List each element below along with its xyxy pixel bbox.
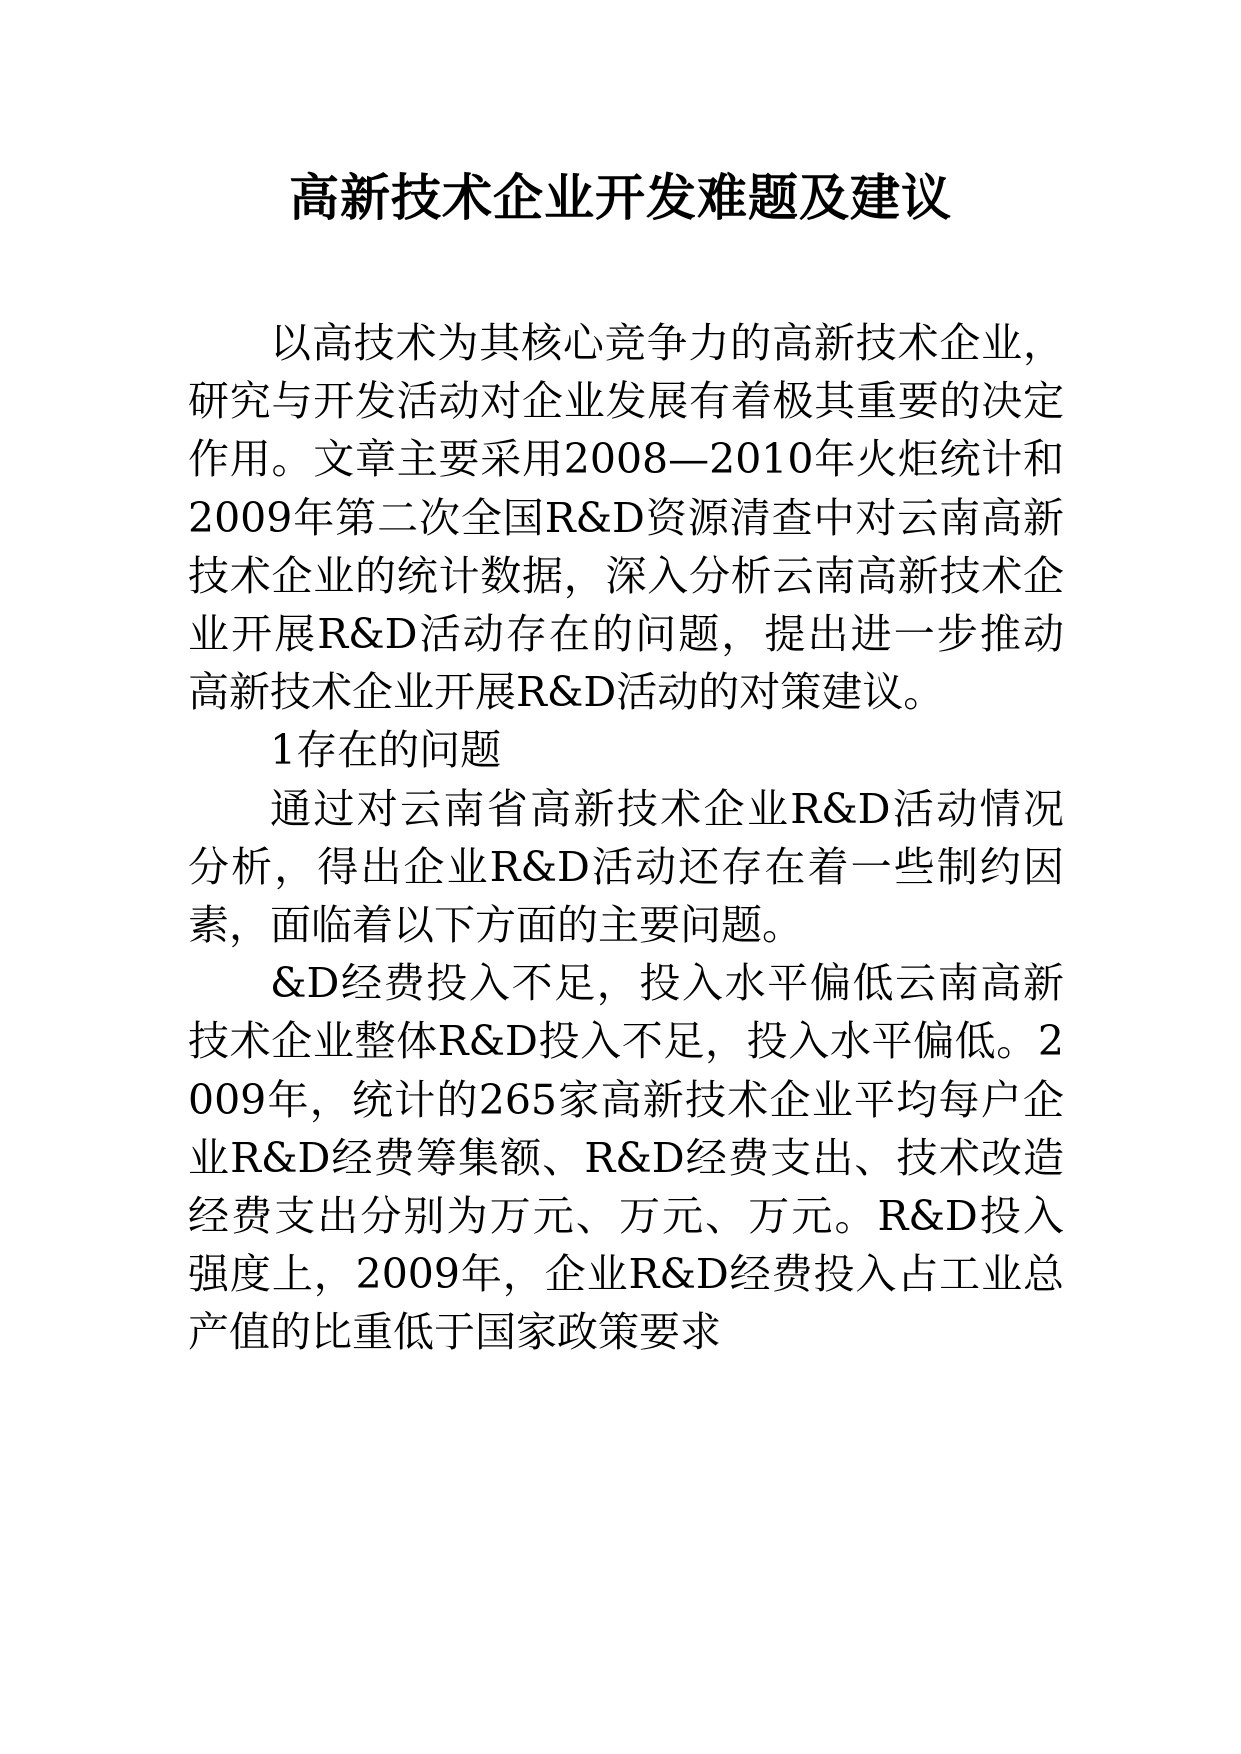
- paragraph-funding: &D经费投入不足，投入水平偏低云南高新技术企业整体R&D投入不足，投入水平偏低。2009年，统计的265家高新技术企业平均每户企业R&D经费筹集额、R&D经费支出、技术改造经费支出分别为万元、万元、万元。R&D投入强度上，2009年，企业R&D经费投入占工业总产值的比重低于国家政策要求: [188, 959, 1064, 1357]
- document-body: [188, 314, 1064, 1362]
- paragraph-intro: 以高技术为其核心竞争力的高新技术企业，研究与开发活动对企业发展有着极其重要的决定作用。文章主要采用2008—2010年火炬统计和2009年第二次全国R&D资源清查中对云南高新技术企业的统计数据，深入分析云南高新技术企业开展R&D活动存在的问题，提出进一步推动高新技术企业开展R&D活动的对策建议。: [188, 319, 1064, 717]
- paragraph-analysis: 通过对云南省高新技术企业R&D活动情况分析，得出企业R&D活动还存在着一些制约因素，面临着以下方面的主要问题。: [188, 784, 1064, 950]
- document-title: 高新技术企业开发难题及建议: [289, 168, 952, 227]
- section-heading: 1存在的问题: [270, 726, 502, 775]
